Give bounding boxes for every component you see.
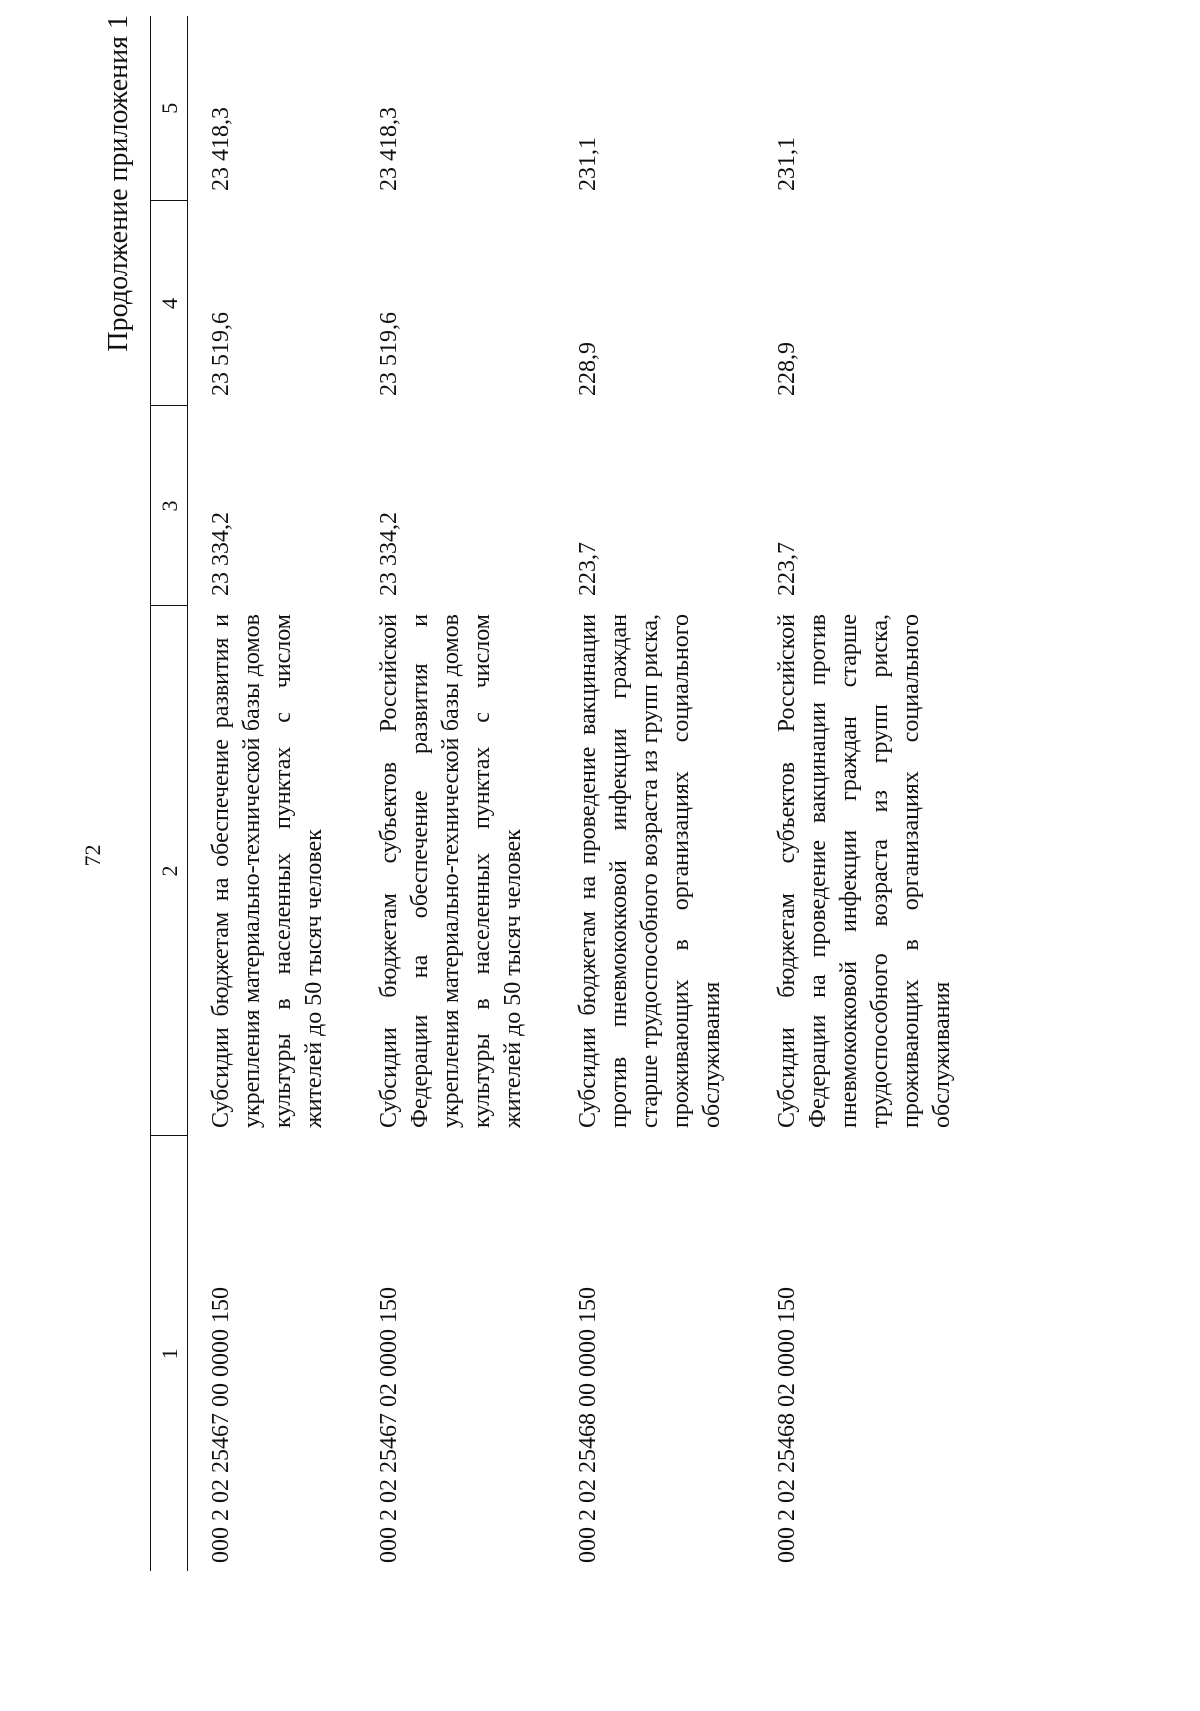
amount-col5-cell: 231,1 [575, 137, 601, 191]
amount-col5-cell: 231,1 [774, 137, 800, 191]
table-row [354, 16, 553, 1571]
table-row [553, 16, 752, 1571]
description-cell: Субсидии бюджетам на обеспечение развития и укрепления материально-технической базы домов культуры в населенных пунктах с числом жителей до 50 тысяч человек [208, 614, 327, 1128]
column-header-4: 4 [151, 201, 188, 406]
amount-col5-cell: 23 418,3 [208, 107, 234, 191]
appendix-table [150, 16, 982, 1571]
table-header-row [151, 16, 188, 1571]
description-cell: Субсидии бюджетам субъектов Российской Федерации на проведение вакцинации против пневмококковой инфекции граждан старше трудоспособного возраста из групп риска, проживающих в организациях социального обслуживания [774, 614, 955, 1128]
column-header-2: 2 [151, 606, 188, 1136]
amount-col4-cell: 23 519,6 [376, 312, 402, 396]
amount-col5-cell: 23 418,3 [376, 107, 402, 191]
budget-code-cell: 000 2 02 25467 00 0000 150 [208, 1287, 234, 1563]
budget-code-cell: 000 2 02 25468 00 0000 150 [575, 1287, 601, 1563]
amount-col3-cell: 23 334,2 [376, 512, 402, 596]
amount-col4-cell: 228,9 [575, 342, 601, 396]
budget-code-cell: 000 2 02 25468 02 0000 150 [774, 1287, 800, 1563]
amount-col3-cell: 223,7 [774, 542, 800, 596]
table-row [752, 16, 982, 1571]
amount-col3-cell: 223,7 [575, 542, 601, 596]
description-cell: Субсидии бюджетам субъектов Российской Федерации на обеспечение развития и укрепления материально-технической базы домов культуры в населенных пунктах с числом жителей до 50 тысяч человек [376, 614, 526, 1128]
column-header-5: 5 [151, 16, 188, 201]
budget-code-cell: 000 2 02 25467 02 0000 150 [376, 1287, 402, 1563]
amount-col3-cell: 23 334,2 [208, 512, 234, 596]
column-header-3: 3 [151, 406, 188, 606]
column-header-1: 1 [151, 1136, 188, 1571]
amount-col4-cell: 228,9 [774, 342, 800, 396]
continuation-title: Продолжение приложения 1 [103, 15, 134, 352]
table-row [188, 16, 355, 1571]
description-cell: Субсидии бюджетам на проведение вакцинации против пневмококковой инфекции граждан старше трудоспособного возраста из групп риска, проживающих в организациях социального обслуживания [575, 614, 725, 1128]
page-number: 72 [80, 844, 105, 867]
amount-col4-cell: 23 519,6 [208, 312, 234, 396]
